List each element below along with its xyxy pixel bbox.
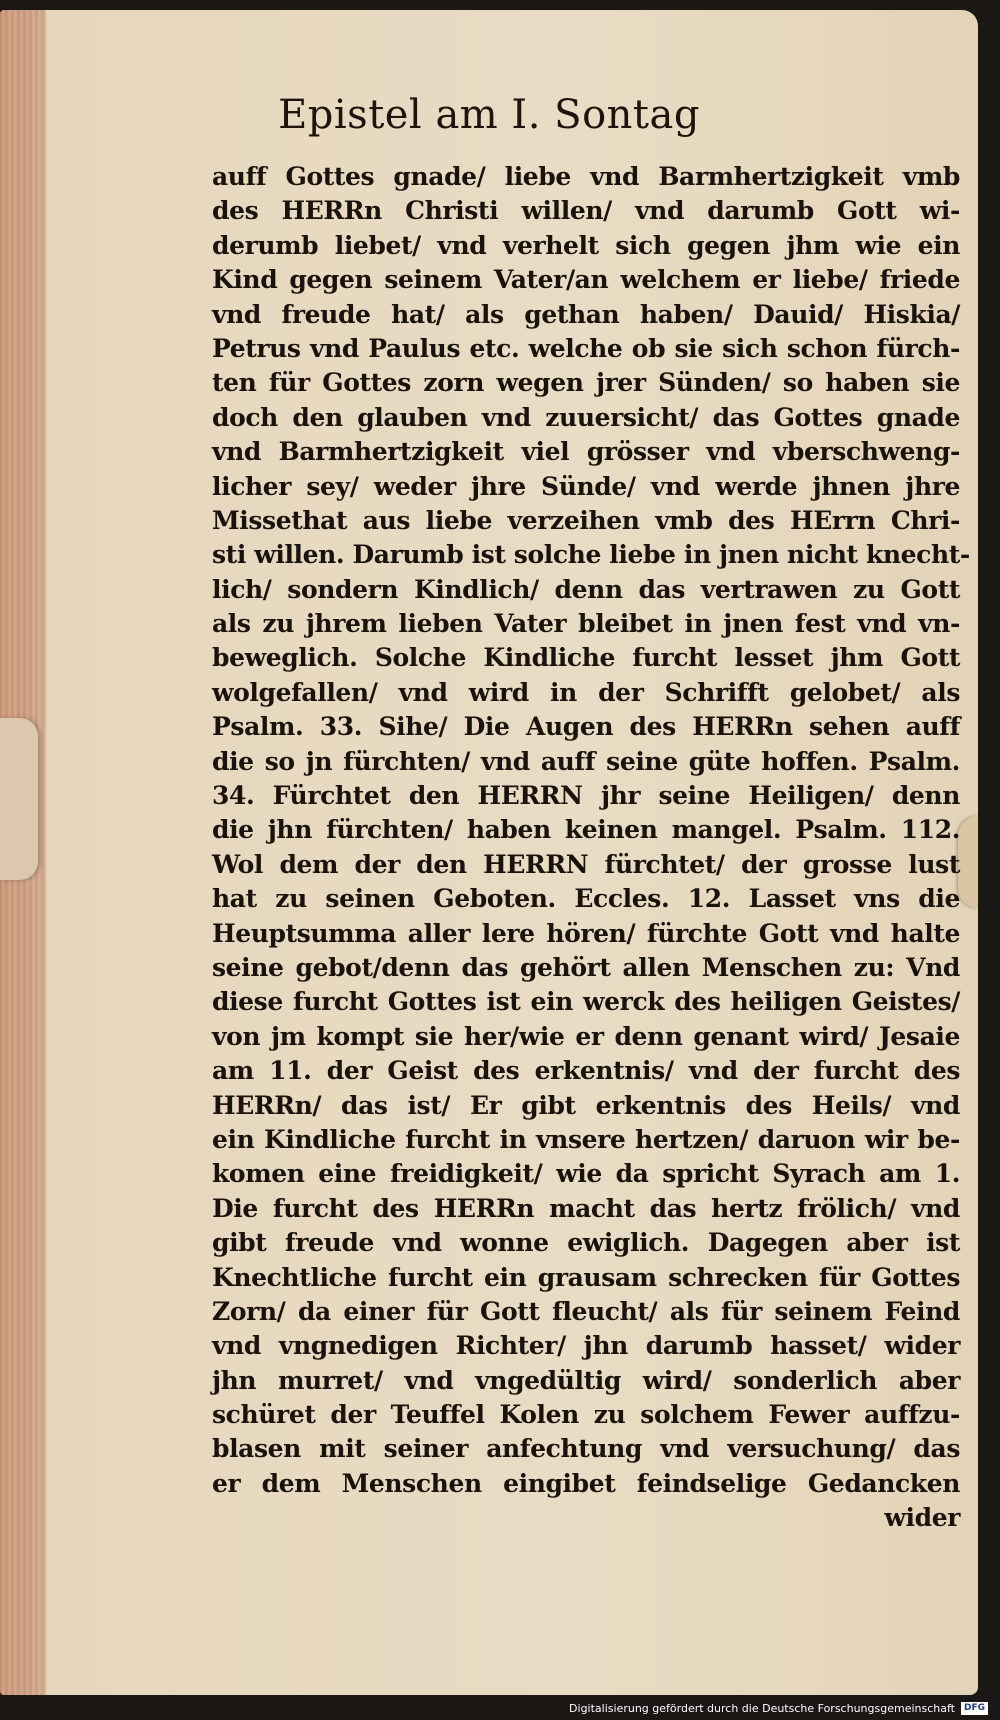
text-line: licher sey/ weder jhre Sünde/ vnd werde jhnen jhre — [212, 471, 960, 501]
text-line: komen eine freidigkeit/ wie da spricht Syrach am 1. — [212, 1159, 960, 1189]
text-line: Heuptsumma aller lere hören/ fürchte Gott vnd halte — [212, 918, 960, 948]
text-line: gibt freude vnd wonne ewiglich. Dagegen aber ist — [212, 1228, 960, 1258]
text-line: Knechtliche furcht ein grausam schrecken für Gottes — [212, 1262, 960, 1292]
text-line: diese furcht Gottes ist ein werck des heiligen Geistes/ — [212, 987, 960, 1017]
digitization-credit — [569, 1702, 988, 1715]
text-line: des HERRn Christi willen/ vnd darumb Gott wi- — [212, 196, 960, 226]
text-line: schüret der Teuffel Kolen zu solchem Fewer auffzu- — [212, 1400, 960, 1430]
text-line: am 11. der Geist des erkentnis/ vnd der furcht des — [212, 1056, 960, 1086]
text-line: blasen mit seiner anfechtung vnd versuchung/ das — [212, 1434, 960, 1464]
text-line: 34. Fürchtet den HERRN jhr seine Heiligen/ denn — [212, 781, 960, 811]
page-clip — [958, 816, 978, 908]
text-line: HERRn/ das ist/ Er gibt erkentnis des Heils/ vnd — [212, 1090, 960, 1120]
text-line: Die furcht des HERRn macht das hertz frölich/ vnd — [212, 1193, 960, 1223]
text-line: von jm kompt sie her/wie er denn genant wird/ Jesaie — [212, 1021, 960, 1051]
dfg-logo: DFG — [961, 1702, 988, 1715]
text-line: jhn murret/ vnd vngedültig wird/ sonderlich aber — [212, 1365, 960, 1395]
text-line: hat zu seinen Geboten. Eccles. 12. Lasset vns die — [212, 884, 960, 914]
body-text-block — [212, 160, 970, 1536]
text-line: seine gebot/denn das gehört allen Menschen zu: Vnd — [212, 952, 960, 982]
text-line: als zu jhrem lieben Vater bleibet in jnen fest vnd vn- — [212, 609, 960, 639]
text-line: die jhn fürchten/ haben keinen mangel. Psalm. 112. — [212, 815, 960, 845]
credit-text: Digitalisierung gefördert durch die Deutsche Forschungsgemeinschaft — [569, 1702, 955, 1715]
text-line: ein Kindliche furcht in vnsere hertzen/ daruon wir be- — [212, 1124, 960, 1154]
text-line: Kind gegen seinem Vater/an welchem er liebe/ friede — [212, 265, 960, 295]
text-line: lich/ sondern Kindlich/ denn das vertrawen zu Gott — [212, 574, 960, 604]
text-line: auff Gottes gnade/ liebe vnd Barmhertzigkeit vmb — [212, 162, 960, 191]
text-line: vnd Barmhertzigkeit viel grösser vnd vberschweng- — [212, 437, 960, 467]
text-line: wolgefallen/ vnd wird in der Schrifft gelobet/ als — [212, 677, 960, 707]
text-line: er dem Menschen eingibet feindselige Gedancken — [212, 1468, 960, 1498]
text-line: die so jn fürchten/ vnd auff seine güte hoffen. Psalm. — [212, 746, 960, 776]
text-line: doch den glauben vnd zuuersicht/ das Gottes gnade — [212, 402, 960, 432]
text-line: ten für Gottes zorn wegen jrer Sünden/ so haben sie — [212, 368, 960, 398]
text-line: Zorn/ da einer für Gott fleucht/ als für seinem Feind — [212, 1296, 960, 1326]
text-line: Petrus vnd Paulus etc. welche ob sie sich schon fürch- — [212, 333, 960, 363]
bookmark-tab — [0, 718, 38, 880]
text-line: Missethat aus liebe verzeihen vmb des HErrn Chri- — [212, 505, 960, 535]
text-line: vnd freude hat/ als gethan haben/ Dauid/ Hiskia/ — [212, 299, 960, 329]
page-header: Epistel am I. Sontag — [278, 92, 700, 138]
text-line: derumb liebet/ vnd verhelt sich gegen jhm wie ein — [212, 230, 960, 260]
book-page — [0, 10, 978, 1695]
text-line: Wol dem der den HERRN fürchtet/ der grosse lust — [212, 849, 960, 879]
text-line: beweglich. Solche Kindliche furcht lesset jhm Gott — [212, 643, 960, 673]
text-line: vnd vngnedigen Richter/ jhn darumb hasset/ wider — [212, 1331, 960, 1361]
catchword: wider — [884, 1503, 960, 1533]
text-line: sti willen. Darumb ist solche liebe in jnen nicht knecht- — [212, 540, 970, 570]
text-line: Psalm. 33. Sihe/ Die Augen des HERRn sehen auff — [212, 712, 960, 742]
